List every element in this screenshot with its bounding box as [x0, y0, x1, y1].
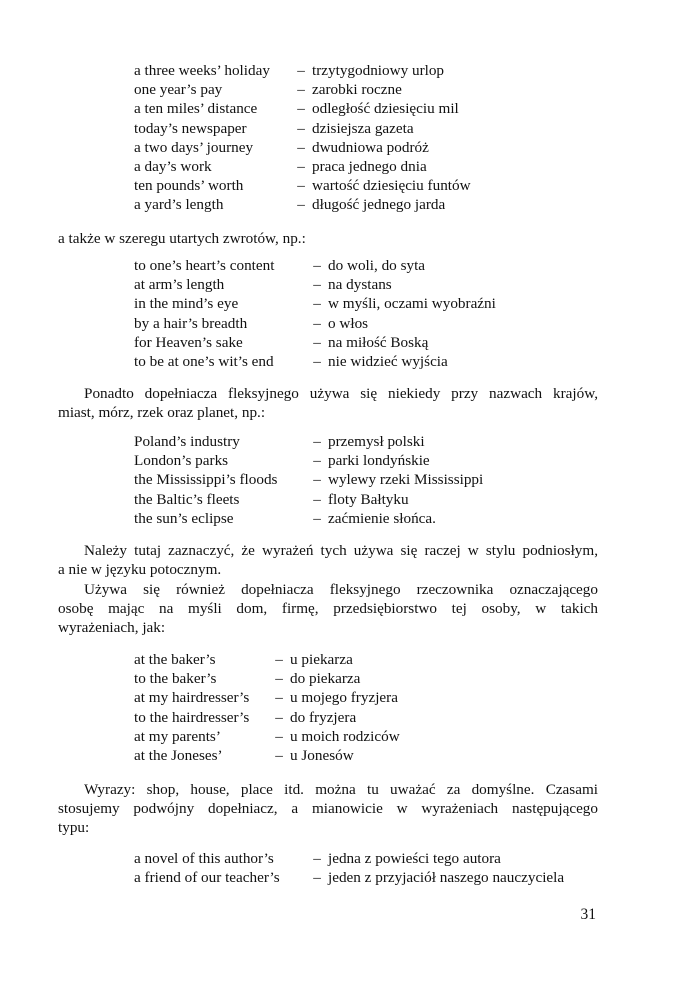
phrase-table-3 — [134, 432, 483, 528]
polish-translation: do woli, do syta — [328, 257, 426, 274]
paragraph-line: Należy tutaj zaznaczyć, że wyrażeń tych używa się raczej w stylu podniosłym, — [84, 542, 598, 559]
polish-translation: odległość dziesięciu mil — [312, 100, 459, 118]
table-row — [134, 490, 483, 509]
dash: – — [313, 490, 321, 508]
paragraph-line: Wyrazy: shop, house, place itd. można tu uważać za domyślne. Czasami — [84, 781, 598, 798]
phrase-table-5 — [134, 849, 564, 887]
table-row — [134, 176, 471, 195]
paragraph-3 — [58, 541, 598, 579]
phrase-table-1 — [134, 61, 471, 215]
english-phrase: to be at one’s wit’s end — [134, 353, 274, 371]
page-number: 31 — [580, 906, 596, 923]
dash: – — [313, 509, 321, 527]
table-row — [134, 849, 564, 868]
english-phrase: at the Joneses’ — [134, 747, 223, 765]
english-phrase: a two days’ journey — [134, 138, 254, 156]
polish-translation: u piekarza — [290, 651, 353, 668]
polish-translation: praca jednego dnia — [312, 158, 427, 176]
paragraph-line: a nie w języku potocznym. — [58, 561, 222, 579]
polish-translation: jedna z powieści tego autora — [328, 850, 501, 867]
english-phrase: for Heaven’s sake — [134, 333, 243, 351]
english-phrase: the Mississippi’s floods — [134, 471, 278, 489]
polish-translation: przemysł polski — [328, 433, 425, 450]
english-phrase: to the baker’s — [134, 670, 217, 688]
dash: – — [313, 869, 321, 887]
paragraph-4 — [58, 580, 598, 638]
paragraph-1 — [58, 229, 598, 248]
table-row — [134, 650, 400, 669]
polish-translation: na dystans — [328, 276, 392, 294]
english-phrase: Poland’s industry — [134, 433, 240, 450]
english-phrase: today’s newspaper — [134, 119, 247, 137]
english-phrase: at my hairdresser’s — [134, 689, 250, 707]
table-row — [134, 61, 471, 80]
polish-translation: zaćmienie słońca. — [328, 509, 436, 527]
table-row — [134, 256, 496, 275]
table-row — [134, 470, 483, 489]
polish-translation: u mojego fryzjera — [290, 689, 398, 707]
dash: – — [313, 276, 321, 294]
dash: – — [275, 747, 283, 765]
dash: – — [313, 257, 321, 274]
polish-translation: trzytygodniowy urlop — [312, 62, 445, 79]
english-phrase: a three weeks’ holiday — [134, 62, 270, 79]
table-row — [134, 294, 496, 313]
dash: – — [313, 333, 321, 351]
dash: – — [313, 353, 321, 371]
english-phrase: a yard’s length — [134, 196, 224, 214]
english-phrase: a ten miles’ distance — [134, 100, 258, 118]
dash: – — [297, 119, 305, 137]
polish-translation: parki londyńskie — [328, 452, 430, 470]
table-row — [134, 333, 496, 352]
table-row — [134, 451, 483, 470]
dash: – — [313, 850, 321, 867]
dash: – — [275, 727, 283, 745]
polish-translation: u moich rodziców — [290, 727, 400, 745]
polish-translation: dzisiejsza gazeta — [312, 119, 414, 137]
polish-translation: wylewy rzeki Mississippi — [328, 471, 484, 489]
table-row — [134, 868, 564, 887]
paragraph-line: wyrażeniach, jak: — [58, 619, 166, 637]
polish-translation: dwudniowa podróż — [312, 138, 429, 156]
dash: – — [275, 708, 283, 726]
polish-translation: do fryzjera — [290, 708, 357, 726]
polish-translation: długość jednego jarda — [312, 196, 446, 214]
english-phrase: one year’s pay — [134, 81, 223, 99]
dash: – — [297, 100, 305, 118]
english-phrase: London’s parks — [134, 452, 229, 470]
polish-translation: zarobki roczne — [312, 81, 402, 99]
table-row — [134, 195, 471, 214]
dash: – — [313, 295, 321, 313]
english-phrase: in the mind’s eye — [134, 295, 239, 313]
table-row — [134, 708, 400, 727]
paragraph-text: a także w szeregu utartych zwrotów, np.: — [58, 230, 306, 247]
paragraph-line: miast, mórz, rzek oraz planet, np.: — [58, 404, 266, 422]
dash: – — [313, 471, 321, 489]
table-row — [134, 727, 400, 746]
english-phrase: a novel of this author’s — [134, 850, 274, 867]
paragraph-line: stosujemy podwójny dopełniacz, a mianowicie w wyrażeniach następującego — [58, 800, 598, 818]
phrase-table-2 — [134, 256, 496, 371]
table-row — [134, 80, 471, 99]
english-phrase: to the hairdresser’s — [134, 708, 250, 726]
english-phrase: at arm’s length — [134, 276, 225, 294]
table-row — [134, 99, 471, 118]
table-row — [134, 314, 496, 333]
paragraph-line: typu: — [58, 819, 90, 837]
polish-translation: na miłość Boską — [328, 333, 429, 351]
dash: – — [297, 177, 305, 195]
paragraph-line: Ponadto dopełniacza fleksyjnego używa się niekiedy przy nazwach krajów, — [84, 385, 598, 402]
english-phrase: ten pounds’ worth — [134, 177, 244, 195]
phrase-table-4 — [134, 650, 400, 765]
dash: – — [275, 651, 283, 668]
english-phrase: the sun’s eclipse — [134, 509, 234, 527]
table-row — [134, 275, 496, 294]
polish-translation: w myśli, oczami wyobraźni — [328, 295, 496, 313]
english-phrase: a day’s work — [134, 158, 212, 176]
table-row — [134, 746, 400, 765]
table-row — [134, 138, 471, 157]
dash: – — [275, 689, 283, 707]
english-phrase: the Baltic’s fleets — [134, 490, 240, 508]
dash: – — [297, 138, 305, 156]
dash: – — [313, 314, 321, 332]
polish-translation: u Jonesów — [290, 747, 354, 765]
polish-translation: o włos — [328, 314, 369, 332]
paragraph-line: osobę mając na myśli dom, firmę, przedsiębiorstwo tej osoby, w takich — [58, 600, 598, 618]
polish-translation: do piekarza — [290, 670, 361, 688]
english-phrase: a friend of our teacher’s — [134, 869, 280, 887]
polish-translation: nie widzieć wyjścia — [328, 353, 448, 371]
table-row — [134, 352, 496, 371]
paragraph-line: Używa się również dopełniacza fleksyjnego rzeczownika oznaczającego — [84, 581, 598, 598]
english-phrase: to one’s heart’s content — [134, 257, 275, 274]
dash: – — [297, 158, 305, 176]
table-row — [134, 119, 471, 138]
paragraph-2 — [58, 384, 598, 422]
table-row — [134, 157, 471, 176]
dash: – — [297, 196, 305, 214]
paragraph-5 — [58, 780, 598, 838]
table-row — [134, 509, 483, 528]
table-row — [134, 432, 483, 451]
polish-translation: jeden z przyjaciół naszego nauczyciela — [328, 869, 565, 887]
english-phrase: at my parents’ — [134, 727, 221, 745]
polish-translation: wartość dziesięciu funtów — [312, 177, 471, 195]
table-row — [134, 688, 400, 707]
dash: – — [275, 670, 283, 688]
table-row — [134, 669, 400, 688]
english-phrase: at the baker’s — [134, 651, 216, 668]
dash: – — [297, 62, 305, 79]
dash: – — [313, 452, 321, 470]
polish-translation: floty Bałtyku — [328, 490, 409, 508]
english-phrase: by a hair’s breadth — [134, 314, 248, 332]
dash: – — [313, 433, 321, 450]
dash: – — [297, 81, 305, 99]
